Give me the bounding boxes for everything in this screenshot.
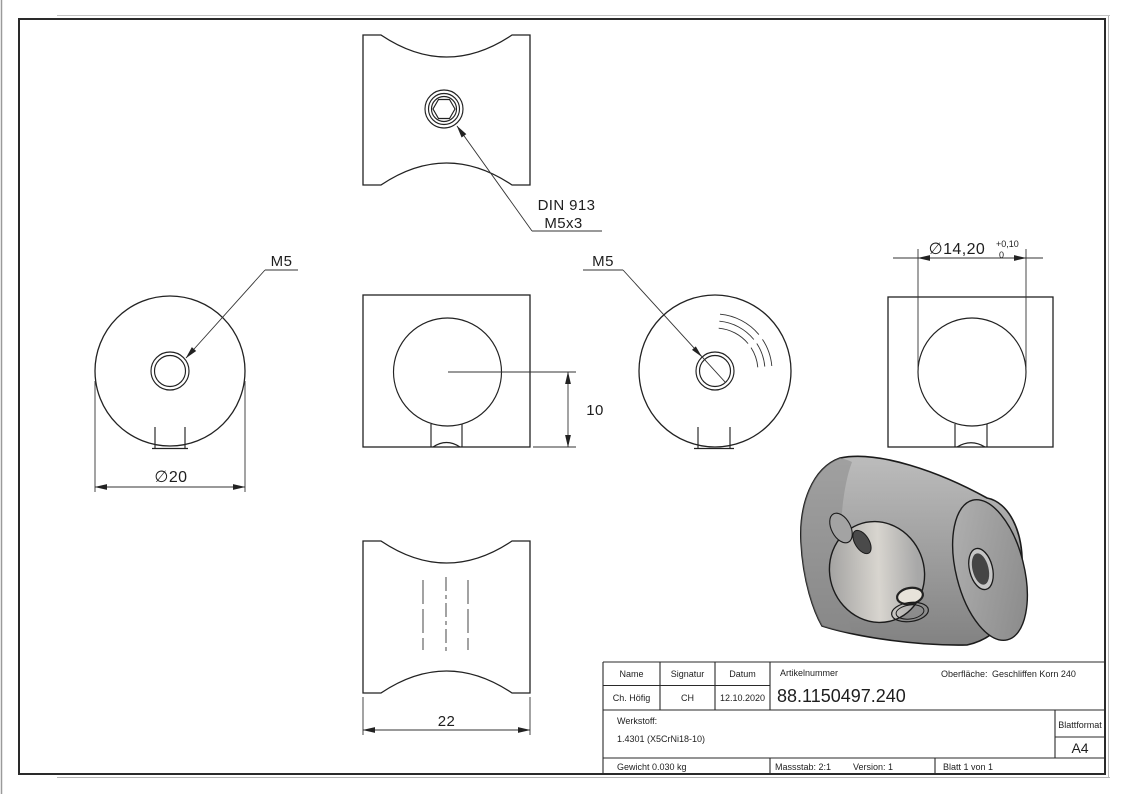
left-view-hole-inner	[155, 356, 186, 387]
m5-label-left: M5	[270, 253, 293, 270]
tb-datum-value: 12.10.2020	[719, 693, 766, 703]
tb-blatt: Blatt 1 von 1	[943, 762, 994, 772]
left-view-body-circle	[95, 296, 245, 446]
m5x3-label: M5x3	[544, 215, 583, 232]
dia1420-tol-lower: 0	[999, 250, 1005, 260]
bore-dimension-view	[888, 239, 1053, 447]
setscrew-circle-inner	[432, 97, 457, 122]
saddle-arc-3	[720, 314, 772, 366]
m5-leader-right	[623, 270, 726, 383]
tb-signatur-header: Signatur	[670, 669, 705, 679]
dim10-label: 10	[586, 402, 604, 419]
front-view-slot-arc	[433, 443, 460, 448]
top-view	[363, 35, 602, 232]
tb-oberflaeche-value: Geschliffen Korn 240	[992, 669, 1076, 679]
din913-leader-line	[457, 126, 532, 231]
bore-view-outline	[888, 297, 1053, 447]
din913-label: DIN 913	[537, 197, 596, 214]
tb-blattformat-value: A4	[1071, 740, 1089, 756]
drawing-frame	[19, 19, 1105, 774]
tb-blattformat-label: Blattformat	[1058, 720, 1102, 730]
title-block	[603, 662, 1105, 774]
tb-werkstoff-value: 1.4301 (X5CrNi18-10)	[617, 734, 706, 744]
top-view-outline	[363, 35, 530, 185]
hex-socket	[433, 100, 455, 119]
front-view	[363, 295, 604, 447]
saddle-arc-1	[719, 328, 758, 367]
dia1420-tol-upper: +0,10	[996, 239, 1019, 249]
tb-name-header: Name	[619, 669, 644, 679]
iso-3d-render	[801, 456, 1041, 648]
bore-view-circle	[918, 318, 1026, 426]
dia1420-dim-label: ∅14,20	[928, 241, 986, 258]
setscrew-circle-outer	[425, 90, 463, 128]
tb-artikelnummer-label: Artikelnummer	[780, 668, 839, 678]
tb-artikelnummer-value: 88.1150497.240	[777, 686, 906, 706]
bottom-view-outline	[363, 541, 530, 693]
tb-datum-header: Datum	[729, 669, 756, 679]
tb-massstab: Massstab: 2:1	[775, 762, 832, 772]
tb-oberflaeche-label: Oberfläche:	[941, 669, 988, 679]
dim22-label: 22	[437, 713, 456, 730]
right-side-view	[583, 253, 791, 449]
left-side-view	[95, 253, 298, 492]
dia20-dim-label: ∅20	[154, 469, 188, 486]
tb-gewicht: Gewicht 0.030 kg	[617, 762, 687, 772]
m5-leader-left	[186, 270, 265, 358]
m5-label-right: M5	[592, 253, 614, 270]
left-view-hole-outer	[151, 352, 189, 390]
tb-name-value: Ch. Höfig	[612, 693, 651, 703]
tb-signatur-value: CH	[681, 693, 694, 703]
tb-werkstoff-label: Werkstoff:	[617, 716, 658, 726]
bottom-view	[363, 541, 530, 735]
tb-version: Version: 1	[853, 762, 894, 772]
